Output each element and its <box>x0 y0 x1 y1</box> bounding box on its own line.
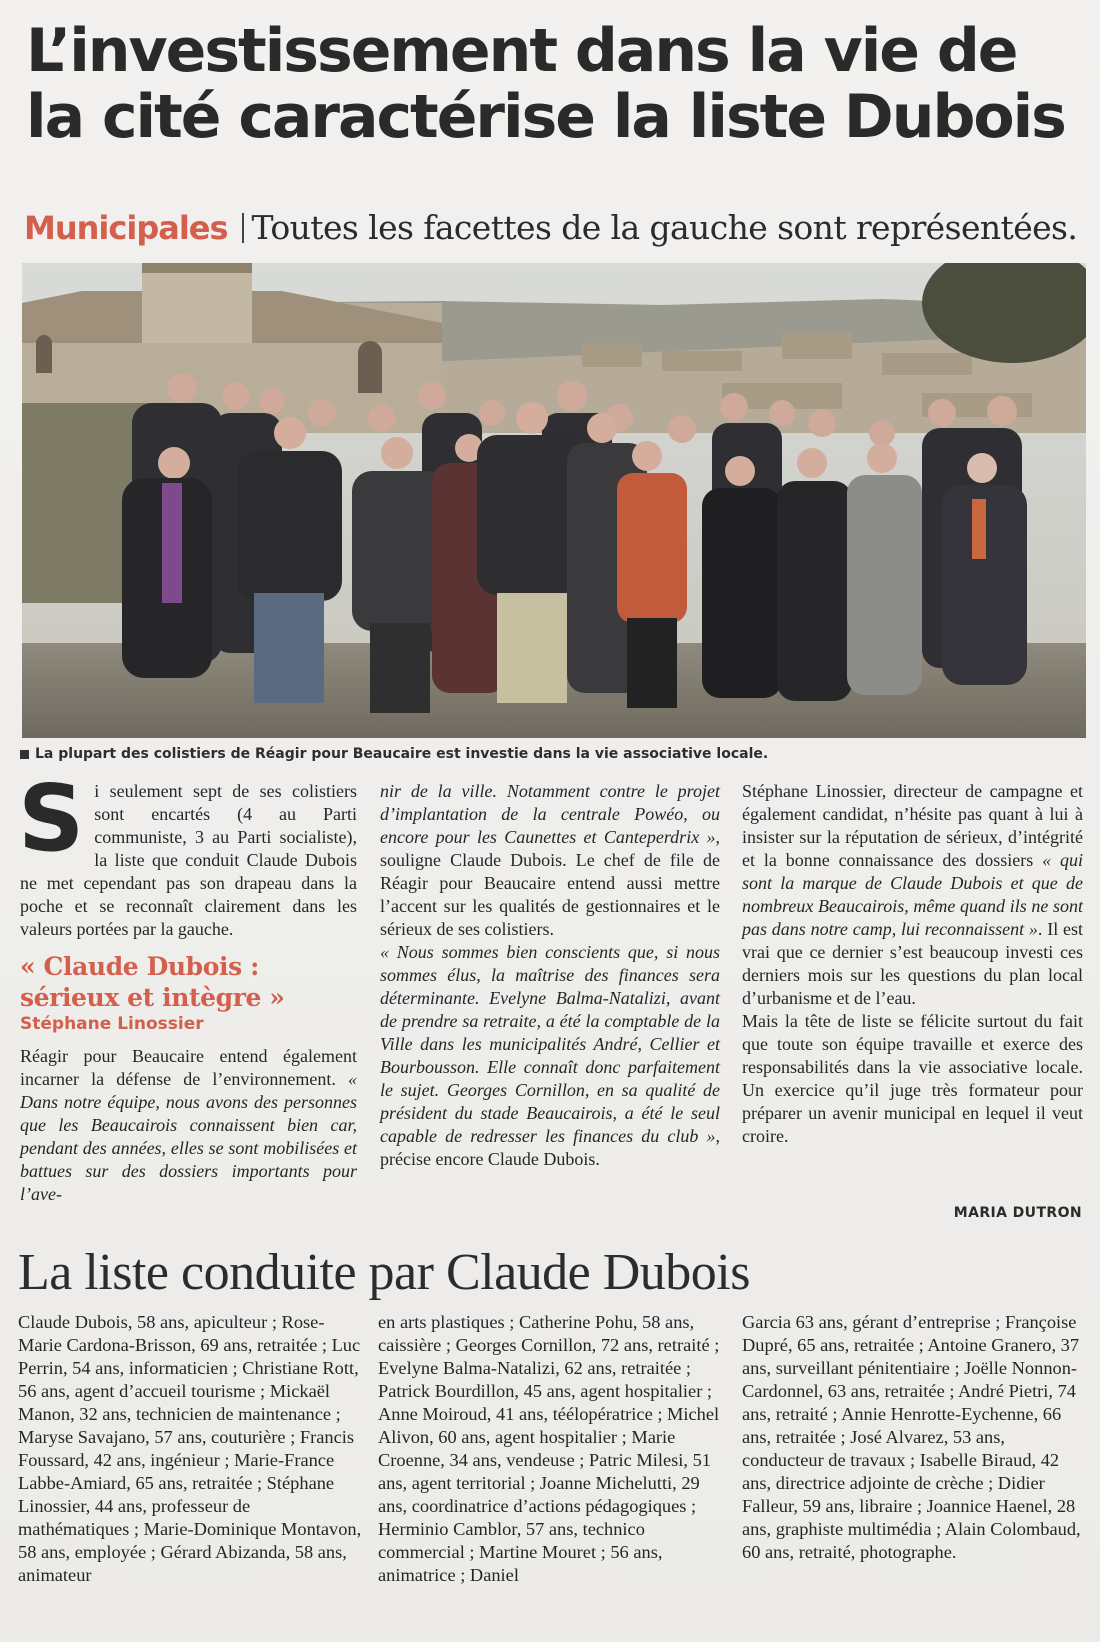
paragraph-text: , souligne Claude Dubois. Le chef de file de Réagir pour Beaucaire entend aussi mettre l’accent sur les qualités de gestionnaires et le sérieux de ses colistiers. <box>380 827 720 939</box>
section-tag: Municipales <box>24 209 228 247</box>
drop-cap: S <box>18 765 85 872</box>
paragraph <box>380 941 720 1171</box>
quoted-text: « qui sont la marque de Claude Dubois et que de nombreux Beaucairois, même quand ils ne sont pas dans notre camp, lui reconnaissent » <box>742 850 1083 939</box>
candidate-list-column-3: Garcia 63 ans, gérant d’entreprise ; Françoise Dupré, 65 ans, retraitée ; Antoine Granero, 37 ans, surveillant pénitentiaire ; Joëlle Nonnon-Cardonnel, 63 ans, retraitée ; André Pietri, 74 ans, retraité ; Annie Henrotte-Eychenne, 66 ans, retraitée ; José Alvarez, 53 ans, conducteur de travaux ; Isabelle Biraud, 42 ans, directrice adjointe de crèche ; Didier Falleur, 59 ans, libraire ; Joannice Haenel, 28 ans, graphiste multimédia ; Alain Colombaud, 60 ans, retraité, photographe. <box>742 1312 1081 1562</box>
photo-caption <box>20 746 768 762</box>
group-photo <box>22 263 1086 738</box>
headline-line-1: L’investissement dans la vie de <box>26 16 1017 86</box>
paragraph-text: , précise encore Claude Dubois. <box>380 1126 720 1169</box>
intro-paragraph <box>18 765 357 941</box>
caption-bullet-icon <box>20 750 29 759</box>
article-column-2 <box>380 780 720 1171</box>
quoted-text: « Nous sommes bien conscients que, si nous sommes élus, la maîtrise des finances sera déterminante. Evelyne Balma-Natalizi, avant de prendre sa retraite, a été la comptable de la Ville dans les municipalités André, Cellier et Bourbousson. Elle connaît donc parfaitement le sujet. Georges Cornillon, en sa qualité de président du stade Beaucairois, a été le seul capable de redresser les finances du club » <box>380 942 720 1146</box>
group-photo-illustration <box>22 263 1086 738</box>
paragraph: Mais la tête de liste se félicite surtout du fait que toute son équipe travaille et exerce des responsabilités dans la vie associative locale. Un exercice qu’il juge très formateur pour préparer un avenir municipal en lequel il veut croire. <box>742 1011 1083 1146</box>
quoted-text: « Dans notre équipe, nous avons des personnes que les Beaucairois connaissent bien car, pendant des années, elles se sont mobilisées et battues sur des dossiers importants pour l’ave- <box>20 1069 357 1204</box>
candidate-list-column-2: en arts plastiques ; Catherine Pohu, 58 ans, caissière ; Georges Cornillon, 72 ans, retraité ; Evelyne Balma-Natalizi, 62 ans, retraitée ; Patrick Bourdillon, 45 ans, agent hospitalier ; Anne Moiroud, 41 ans, téélopératrice ; Michel Alivon, 60 ans, agent hospitalier ; Marie Croenne, 34 ans, vendeuse ; Patric Milesi, 51 ans, agent territorial ; Joanne Michelutti, 29 ans, coordinatrice d’actions pédagogiques ; Herminio Camblor, 57 ans, technico commercial ; Martine Mouret ; 56 ans, animatrice ; Daniel <box>378 1312 720 1585</box>
paragraph-text: Réagir pour Beaucaire entend également incarner la défense de l’environnement. <box>20 1046 357 1089</box>
paragraph <box>20 1045 357 1206</box>
paragraph <box>742 780 1083 1010</box>
list-title: La liste conduite par Claude Dubois <box>18 1244 750 1301</box>
quoted-text: nir de la ville. Notamment contre le projet d’implantation de la centrale Powéo, ou encore pour les Caunettes et Canteperdrix » <box>380 781 720 847</box>
article-column-3 <box>742 780 1083 1148</box>
subheadline: Toutes les facettes de la gauche sont représentées. <box>251 208 1078 247</box>
author-byline: MARIA DUTRON <box>953 1205 1082 1221</box>
pull-quote-author: Stéphane Linossier <box>20 1014 204 1034</box>
paragraph-text: Stéphane Linossier, directeur de campagne et également candidat, n’hésite pas quant à lui à insister sur la réputation de sérieux, d’intégrité et la bonne connaissance des dossiers <box>742 781 1083 870</box>
pull-quote: « Claude Dubois : sérieux et intègre » <box>20 952 285 1012</box>
article-column-1 <box>18 765 357 1206</box>
paragraph-text: . Il est vrai que ce dernier s’est beaucoup investi ces derniers mois sur les questions du plan local d’urbanisme et de l’eau. <box>742 919 1083 1008</box>
intro-text: i seulement sept de ses colistiers sont encartés (4 au Parti communiste, 3 au Parti socialiste), la liste que conduit Claude Dubois ne met cependant pas son drapeau dans la poche et se reconnaît clairement dans les valeurs portées par la gauche. <box>20 781 357 939</box>
kicker-line <box>24 208 1077 248</box>
paragraph <box>380 780 720 941</box>
caption-text: La plupart des colistiers de Réagir pour Beaucaire est investie dans la vie associative locale. <box>35 746 769 762</box>
kicker-divider <box>242 213 244 243</box>
candidate-list-column-1: Claude Dubois, 58 ans, apiculteur ; Rose-Marie Cardona-Brisson, 69 ans, retraitée ; Luc Perrin, 54 ans, informaticien ; Christiane Rott, 56 ans, agent d’accueil tourisme ; Mickaël Manon, 32 ans, technicien de maintenance ; Maryse Savajano, 57 ans, couturière ; Francis Foussard, 42 ans, ingénieur ; Marie-France Labbe-Amiard, 65 ans, retraitée ; Stéphane Linossier, 44 ans, professeur de mathématiques ; Marie-Dominique Montavon, 58 ans, employée ; Gérard Abizanda, 58 ans, animateur <box>18 1312 362 1585</box>
article-headline <box>26 18 1086 150</box>
headline-line-2: la cité caractérise la liste Dubois <box>26 82 1065 152</box>
